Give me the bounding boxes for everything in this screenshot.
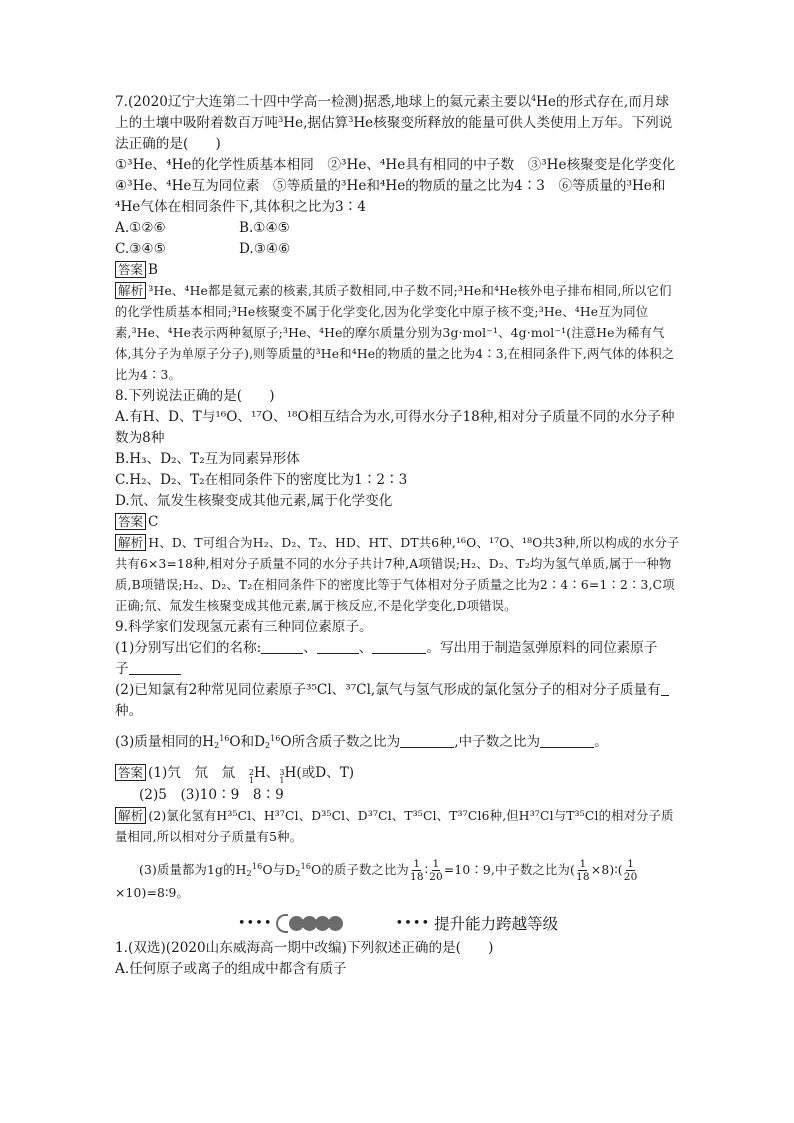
option-c: C.③④⑤ bbox=[115, 241, 166, 257]
question-8-option-b: B.H₃、D₂、T₂互为同素异形体 bbox=[115, 451, 300, 467]
question-7-stem: 7.(2020辽宁大连第二十四中学高一检测)据悉,地球上的氦元素主要以$^4$He的形式存在,而月球上的土壤中吸附着数百万吨$^3$He,据估算$^3$He核聚变所释放的能量可供人类使用上万年。下列说法正确的是( ) bbox=[115, 94, 673, 152]
question-9-part-1: (1)分别写出它们的名称: 、 、 。写出用于制造氢弹原料的同位素原子 子 bbox=[115, 640, 658, 677]
question-9-answer-2: (2)5 (3)10∶9 8∶9 bbox=[139, 787, 284, 803]
question-8-option-c: C.H₂、D₂、T₂在相同条件下的密度比为1∶2∶3 bbox=[115, 472, 408, 488]
analysis-tag: 解析 bbox=[115, 282, 146, 299]
question-7-options-row-2 bbox=[115, 239, 681, 260]
question-9-part-2: (2)已知氯有2种常见同位素原子³⁵Cl、³⁷Cl,氯气与氢气形成的氯化氢分子的相对分子质量有 种。 bbox=[115, 680, 681, 722]
question-9-analysis-3-end: ×10)=8∶9。 bbox=[115, 886, 189, 900]
question-1-stem: 1.(双选)(2020山东威海高一期中改编)下列叙述正确的是( ) bbox=[115, 940, 494, 956]
answer-tag: 答案 bbox=[115, 764, 146, 781]
question-7-statements-2: ④³He、⁴He互为同位素 ⑤等质量的³He和⁴He的物质的量之比为4∶3 ⑥等质量的³He和⁴He气体在相同条件下,其体积之比为3∶4 bbox=[115, 178, 666, 215]
question-8-stem: 8.下列说法正确的是( ) bbox=[115, 388, 275, 404]
section-banner bbox=[115, 912, 681, 934]
analysis-tag: 解析 bbox=[115, 534, 146, 551]
answer-tag: 答案 bbox=[115, 261, 146, 278]
question-8-answer: 答案 C bbox=[115, 512, 681, 533]
banner-dots-left: •••• bbox=[237, 915, 273, 931]
question-8-analysis: 解析 H、D、T可组合为H₂、D₂、T₂、HD、HT、DT共6种,¹⁶O、¹⁷O、¹⁸O共3种,所以构成的水分子共有6×3=18种,相对分子质量不同的水分子共计7种,A项错误;H₂、D₂、T₂均为氢气单质,属于一种物质,B项错误;H₂、D₂、T₂在相同条件下的密度比等于气体相对分子质量之比为2∶4∶6=1∶2∶3,C项正确;氘、氚发生核聚变成其他元素,属于核反应,不是化学变化,D项错误。 bbox=[115, 535, 680, 613]
question-7-analysis: 解析 ³He、⁴He都是氦元素的核素,其质子数相同,中子数不同;³He和⁴He核外电子排布相同,所以它们的化学性质基本相同;³He核聚变不属于化学变化,因为化学变化中原子核不变;³He、⁴He互为同位素,³He、⁴He表示两种氦原子;³He、⁴He的摩尔质量分别为3g·mol⁻¹、4g·mol⁻¹(注意He为稀有气体,其分子为单原子分子),则等质量的³He和⁴He的物质的量之比为4∶3,在相同条件下,两气体的体积之比为4∶3。 bbox=[115, 283, 675, 382]
option-b: B.①④⑤ bbox=[239, 220, 290, 236]
question-7-statements-1: ①³He、⁴He的化学性质基本相同 ②³He、⁴He具有相同的中子数 ③³He核聚变是化学变化 bbox=[115, 157, 676, 173]
question-9-part-3: (3)质量相同的$H_2^{16}O$和$D_2^{16}O$所含质子数之比为 ,中子数之比为 。 bbox=[115, 734, 608, 750]
question-9-analysis-3: (3)质量都为1g的$H_2^{16}O$与$D_2^{16}O$的质子数之比为 $\frac{1}{18}$ ∶ $\frac{1}{20}$ =10∶9,中子数之比为( $\frac{1}{18}$ ×8)∶( $\frac{1}{20}$ bbox=[139, 858, 638, 883]
option-d: D.③④⑥ bbox=[239, 241, 291, 257]
banner-dots-right: •••• bbox=[395, 915, 431, 931]
question-7-options-row-1 bbox=[115, 218, 681, 239]
analysis-tag: 解析 bbox=[115, 807, 146, 824]
banner-circles-icon bbox=[276, 914, 341, 933]
question-8-option-d: D.氘、氚发生核聚变成其他元素,属于化学变化 bbox=[115, 493, 393, 509]
option-a: A.①②⑥ bbox=[115, 220, 166, 236]
question-8-option-a: A.有H、D、T与¹⁶O、¹⁷O、¹⁸O相互结合为水,可得水分子18种,相对分子质量不同的水分子种数为8种 bbox=[115, 409, 675, 446]
section-title: 提升能力跨越等级 bbox=[434, 915, 559, 933]
question-1-option-a: A.任何原子或离子的组成中都含有质子 bbox=[115, 961, 347, 977]
worksheet-page bbox=[115, 92, 681, 980]
question-9-answer: 答案 (1)氕 氘 氚 2 1 H、 3 1 H(或D、T) bbox=[115, 763, 681, 785]
question-9-analysis-2: 解析 (2)氯化氢有H³⁵Cl、H³⁷Cl、D³⁵Cl、D³⁷Cl、T³⁵Cl、T³⁷Cl6种,但H³⁷Cl与T³⁵Cl的相对分子质量相同,所以相对分子质量有5种。 bbox=[115, 808, 674, 844]
question-7-answer: 答案 B bbox=[115, 260, 681, 281]
question-9-stem: 9.科学家们发现氢元素有三种同位素原子。 bbox=[115, 619, 373, 635]
answer-tag: 答案 bbox=[115, 513, 146, 530]
